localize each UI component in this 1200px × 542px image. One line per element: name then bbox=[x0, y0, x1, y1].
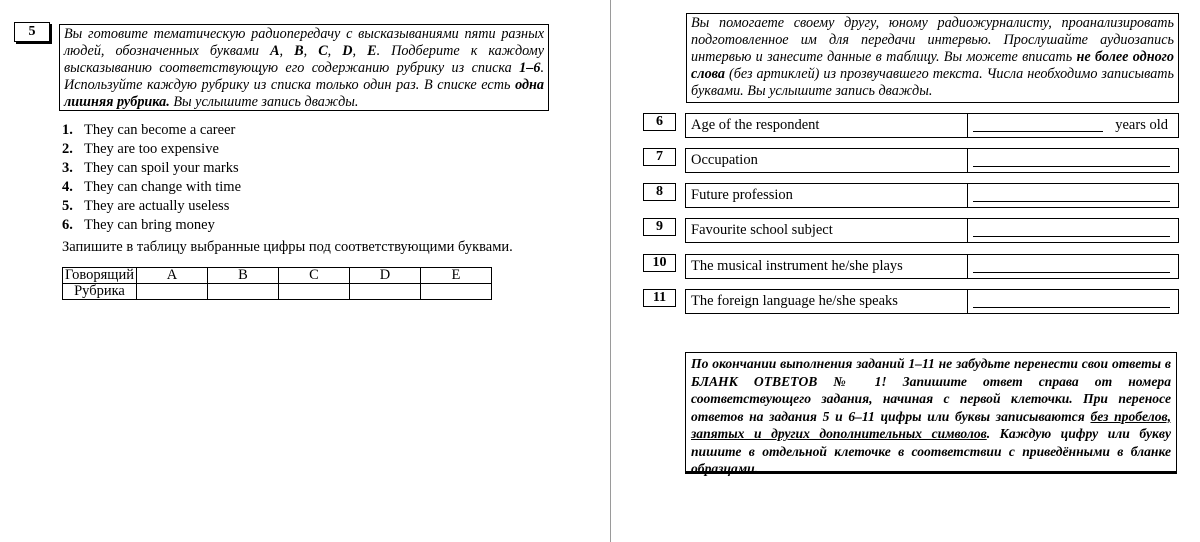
rubric-text: They can spoil your marks bbox=[84, 160, 239, 176]
unit-label: years old bbox=[1112, 117, 1168, 134]
rubric-text: They are actually useless bbox=[84, 198, 230, 214]
transfer-answers-note bbox=[685, 352, 1177, 476]
page-divider bbox=[610, 0, 611, 542]
instr-text: Вы услышите запись дважды. bbox=[169, 94, 359, 110]
rubric-number: 1. bbox=[62, 122, 73, 138]
answer-table bbox=[62, 267, 492, 300]
question-label: The foreign language he/she speaks bbox=[691, 293, 898, 309]
question-row-6 bbox=[685, 113, 1179, 138]
column-divider bbox=[967, 149, 968, 172]
instr-comma: , bbox=[327, 43, 343, 59]
letter-e: E bbox=[367, 43, 377, 59]
answer-line[interactable] bbox=[973, 307, 1170, 308]
column-divider bbox=[967, 255, 968, 278]
instr-text: . Подберите к каждому высказыванию соответствующую его содержанию рубрику из списка bbox=[64, 43, 545, 76]
rubric-number: 6. bbox=[62, 217, 73, 233]
extra-rubric-text: одна лишняя рубрика. bbox=[64, 77, 544, 110]
rubric-number: 5. bbox=[62, 198, 73, 214]
column-divider bbox=[967, 114, 968, 137]
note-text: . Каждую цифру или букву пишите в отдельной клеточке в соответствии с приведёнными в бланке образцами. bbox=[691, 426, 1171, 476]
answer-cell-b[interactable] bbox=[207, 284, 278, 300]
question-label: Favourite school subject bbox=[691, 222, 833, 238]
instr-text: . Используйте каждую рубрику из списка только один раз. В списке есть bbox=[64, 60, 544, 93]
question-number-11: 11 bbox=[643, 289, 676, 307]
answer-cell-e[interactable] bbox=[420, 284, 491, 300]
rubric-row bbox=[63, 284, 492, 300]
question-row-11 bbox=[685, 289, 1179, 314]
rubric-text: They can become a career bbox=[84, 122, 236, 138]
question-row-9 bbox=[685, 218, 1179, 243]
question-number-8: 8 bbox=[643, 183, 676, 201]
answer-cell-d[interactable] bbox=[349, 284, 420, 300]
rubric-list bbox=[62, 121, 241, 235]
question-label: Occupation bbox=[691, 152, 758, 168]
rubric-item bbox=[62, 121, 241, 140]
question-number-6: 6 bbox=[643, 113, 676, 131]
range-text: 1–6 bbox=[519, 60, 541, 76]
rubric-number: 4. bbox=[62, 179, 73, 195]
instr-text: Вы готовите тематическую радиопередачу с высказываниями пяти разных людей, обозначенных буквами bbox=[64, 26, 544, 59]
letter-d: D bbox=[342, 43, 353, 59]
letter-cell-c: C bbox=[278, 268, 349, 284]
task-number-5: 5 bbox=[14, 22, 50, 42]
answer-line[interactable] bbox=[973, 272, 1170, 273]
instr-text: (без артиклей) из прозвучавшего текста. Числа необходимо записывать буквами. Вы услышите запись дважды. bbox=[691, 66, 1174, 99]
word-limit-text: не более одного слова bbox=[691, 49, 1174, 82]
column-divider bbox=[967, 184, 968, 207]
rubric-item bbox=[62, 216, 241, 235]
answer-line[interactable] bbox=[973, 236, 1170, 237]
note-text: По окончании выполнения заданий 1–11 не забудьте перенести свои ответы в БЛАНК ОТВЕТОВ № 1! Запишите ответ справа от номера соответствующего задания, начиная с первой клеточки. При переносе ответов на задания 5 и 6–11 цифры или буквы записываются bbox=[691, 356, 1171, 424]
table-note: Запишите в таблицу выбранные цифры под соответствующими буквами. bbox=[62, 239, 513, 255]
task-5-instruction bbox=[59, 24, 549, 111]
column-divider bbox=[967, 290, 968, 313]
instr-comma: , bbox=[352, 43, 368, 59]
instr-comma: , bbox=[303, 43, 319, 59]
letter-c: C bbox=[318, 43, 328, 59]
rubric-item bbox=[62, 197, 241, 216]
rubric-number: 2. bbox=[62, 141, 73, 157]
rubric-item bbox=[62, 159, 241, 178]
answer-line[interactable] bbox=[973, 166, 1170, 167]
question-row-8 bbox=[685, 183, 1179, 208]
letter-a: A bbox=[270, 43, 280, 59]
answer-line[interactable] bbox=[973, 131, 1103, 132]
interview-instruction bbox=[686, 13, 1179, 103]
instr-comma: , bbox=[279, 43, 295, 59]
letter-cell-e: E bbox=[420, 268, 491, 284]
rubric-item bbox=[62, 178, 241, 197]
answer-line[interactable] bbox=[973, 201, 1170, 202]
rubric-text: They can bring money bbox=[84, 217, 215, 233]
question-label: The musical instrument he/she plays bbox=[691, 258, 903, 274]
question-label: Future profession bbox=[691, 187, 793, 203]
rubric-text: They are too expensive bbox=[84, 141, 219, 157]
answer-cell-a[interactable] bbox=[136, 284, 207, 300]
question-row-10 bbox=[685, 254, 1179, 279]
question-label: Age of the respondent bbox=[691, 117, 820, 133]
speaker-label: Говорящий bbox=[63, 268, 137, 284]
letter-b: B bbox=[294, 43, 304, 59]
rubric-item bbox=[62, 140, 241, 159]
note-underlined-text: без пробелов, запятых и других дополнительных символов bbox=[691, 408, 1172, 441]
instr-text: Вы помогаете своему другу, юному радиожурналисту, проанализировать подготовленное им для передачи интервью. Прослушайте аудиозапись интервью и занесите данные в таблицу. Вы можете вписать bbox=[691, 15, 1174, 65]
letter-cell-d: D bbox=[349, 268, 420, 284]
answer-cell-c[interactable] bbox=[278, 284, 349, 300]
question-number-7: 7 bbox=[643, 148, 676, 166]
letter-cell-a: A bbox=[136, 268, 207, 284]
question-number-9: 9 bbox=[643, 218, 676, 236]
letter-cell-b: B bbox=[207, 268, 278, 284]
rubric-label: Рубрика bbox=[63, 284, 137, 300]
speaker-row bbox=[63, 268, 492, 284]
question-number-10: 10 bbox=[643, 254, 676, 272]
rubric-text: They can change with time bbox=[84, 179, 242, 195]
column-divider bbox=[967, 219, 968, 242]
question-row-7 bbox=[685, 148, 1179, 173]
rubric-number: 3. bbox=[62, 160, 73, 176]
